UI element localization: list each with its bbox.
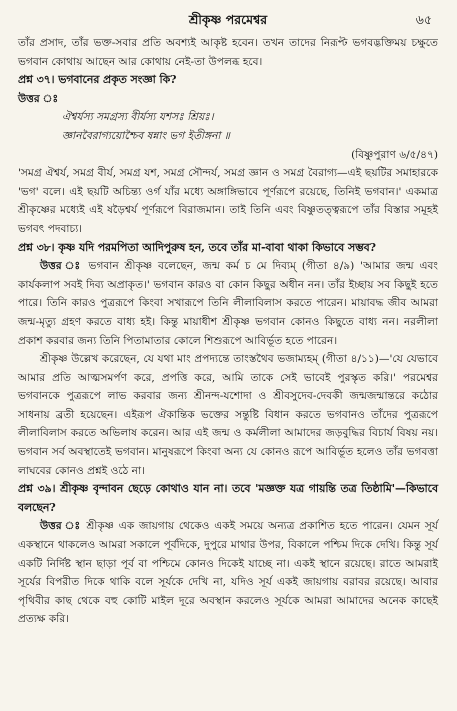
answer-label: উত্তর ঃ xyxy=(40,520,82,533)
question-37: প্রশ্ন ৩৭। ভগবানের প্রকৃত সংজ্ঞা কি? xyxy=(18,73,177,87)
running-title: শ্রীকৃষ্ণ পরমেশ্বর xyxy=(188,12,268,27)
answer-label: উত্তর ঃ xyxy=(40,260,83,273)
shloka-line-2: জ্ঞানবৈরাগ্যয়োশ্চৈব ষন্নাং ভগ ইতীঙ্গনা ॥ xyxy=(62,129,230,142)
paragraph-intro: তাঁর প্রসাদ, তাঁর ভক্ত-সবার প্রতি অবশ্যই আকৃষ্ট হবেন। তখন তাদের নিরূপ্ট ভগবদ্ভক্তিময় চক্ষুতে ভগবান কোথায় আছেন আর কোথায় নেই-তা উপলব্ধ হবে। xyxy=(18,37,438,68)
page-number: ৬৫ xyxy=(415,12,432,27)
running-header xyxy=(18,8,438,30)
answer-37-label xyxy=(18,90,438,109)
answer-38 xyxy=(18,257,438,350)
answer-38-text: ভগবান শ্রীকৃষ্ণ বলেছেন, জন্ম কর্ম চ মে দিব্যম্ (গীতা ৪/৯) 'আমার জন্ম এবং কার্যকলাপ সবই দিব্য অপ্রাকৃত।' ভগবান কারও বা কোন কিছুর অধীন নন। তাঁর ইচ্ছায় সব কিছুই হতে পারে। তিনি কারও পুত্ররূপে কিংবা সখারূপে তিনি লীলাবিলাস করতে পারেন। মায়াবদ্ধ জীব আমরা জন্ম-মৃত্যু গ্রহণ করতে বাধ্য হই। কিন্তু মায়াধীশ শ্রীকৃষ্ণ ভগবান কোনও কিছুতে বাধ্য নন। নরলীলা প্রকাশ করবার জন্য তিনি পিতামাতার কোলে শিশুরূপে আবির্ভূত হতে পারেন। xyxy=(18,260,438,347)
answer-39-text: শ্রীকৃষ্ণ এক জায়গায় থেকেও একই সময়ে অন্যত্র প্রকাশিত হতে পারেন। যেমন সূর্য একস্থানে থাকলেও আমরা সকালে পূর্বদিকে, দুপুরে মাথার উপর, বিকালে পশ্চিম দিকে দেখি। কিন্তু সূর্য একটি নির্দিষ্ট স্থান ছাড়া পূর্ব বা পশ্চিমে কোনও দিকেই যাচ্ছে না। একই স্থানে রয়েছে। রাতে আমরাই সূর্যের বিপরীত দিকে থাকি বলে সূর্যকে দেখি না, যদিও সূর্য একই জায়গায় বরাবর রয়েছে। আবার পৃথিবীর কাছ থেকে বহু কোটি মাইল দূরে অবস্থান করলেও সূর্যকে আমরা আমাদের অনেক কাছেই প্রত্যক্ষ করি। xyxy=(18,520,438,626)
page-body xyxy=(18,34,438,629)
question-38: প্রশ্ন ৩৮। কৃষ্ণ যদি পরমপিতা আদিপুরুষ হন, তবে তাঁর মা-বাবা থাকা কিভাবে সম্ভব? xyxy=(18,240,376,254)
paragraph-gita-quote: শ্রীকৃষ্ণ উল্লেখ করেছেন, যে যথা মাং প্রপদ্যন্তে তাংস্তথৈব ভজাম্যহম্ (গীতা ৪/১১)—'যে যেভাবে আমার প্রতি আত্মসমর্পণ করে, প্রপত্তি করে, আমি তাকে সেই ভাবেই পুরস্কৃত করি।' পরমেশ্বর ভগবানকে পুত্ররূপে লাভ করবার জন্য শ্রীনন্দ-যশোদা ও শ্রীবসুদেব-দেবকী জন্মজন্মান্তরে কঠোর সাধনায় ব্রতী হয়েছেন। এইরূপ ঐকান্তিক ভক্তের সন্তুষ্টি বিধান করতে ভগবানও তাঁদের পুত্ররূপে লীলাবিলাস করতে অভিলাষ করেন। আর এই জন্ম ও কর্মলীলা আমাদের জড়বুদ্ধির বিচার্য বিষয় নয়। ভগবান সর্ব অবস্থাতেই ভগবান। মানুষরূপে কিংবা অন্য যে কোনও রূপে আবির্ভূত হলেও তাঁর ভগবত্তা লাঘবের কোনও প্রশ্নই ওঠে না। xyxy=(18,353,438,477)
paragraph-definition: 'সমগ্র ঐশ্বর্য, সমগ্র বীর্য, সমগ্র যশ, সমগ্র সৌন্দর্য, সমগ্র জ্ঞান ও সমগ্র বৈরাগ্য—এই ছয়টির সমাহারকে 'ভগ' বলে। এই ছয়টি অচিন্ত্য ওর্গ যাঁর মধ্যে অঙ্গাঙ্গিভাবে পূর্ণরূপে রয়েছে, তিনিই ভগবান।' একমাত্র শ্রীকৃষ্ণের মধ্যেই এই ষড়ৈশ্বর্য পূর্ণরূপে বিরাজমান। তাই তিনি এবং বিষ্ণুতত্ত্বরূপে তাঁর বিস্তার সমূহই ভগবৎ পদবাচ্য। xyxy=(18,167,438,235)
shloka-line-1: ঐশ্বর্যস্য সমগ্রস্য বীর্যস্য যশসঃ শ্রিয়ঃ। xyxy=(62,111,214,124)
answer-label: উত্তর ঃ xyxy=(18,92,59,105)
question-39: প্রশ্ন ৩৯। শ্রীকৃষ্ণ বৃন্দাবন ছেড়ে কোথাও যান না। তবে 'মজ্ঞক্ত যত্র গায়ন্তি তত্র তিষ্ঠামি'—কিভাবে বলছেন? xyxy=(18,482,438,514)
scripture-reference: (বিষ্ণুপুরাণ ৬/৫/৪৭) xyxy=(351,148,438,161)
answer-39 xyxy=(18,517,438,629)
